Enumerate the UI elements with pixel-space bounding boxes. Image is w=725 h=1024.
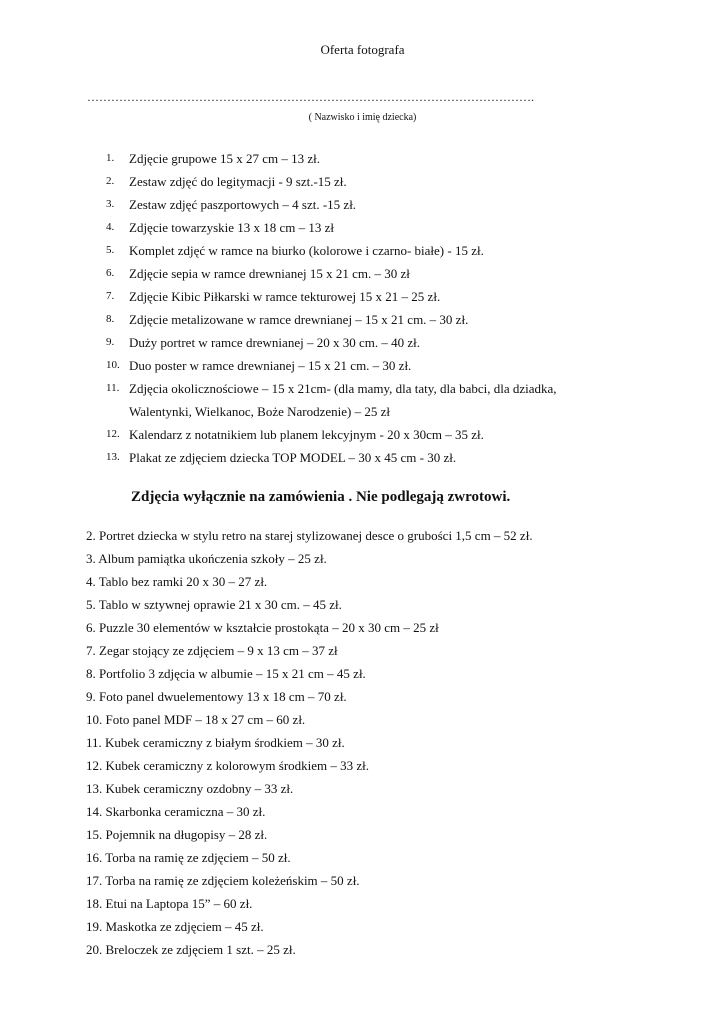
order-list-item: 12. Kubek ceramiczny z kolorowym środkiem – 33 zł. (86, 758, 370, 773)
list-item-text: Zdjęcie sepia w ramce drewnianej 15 x 21 cm. – 30 zł (129, 266, 410, 281)
order-list-item: 11. Kubek ceramiczny z białym środkiem – 30 zł. (86, 735, 345, 750)
order-list-item: 8. Portfolio 3 zdjęcia w albumie – 15 x 21 cm – 45 zł. (86, 666, 366, 681)
order-list-item: 4. Tablo bez ramki 20 x 30 – 27 zł. (86, 574, 268, 589)
name-fill-line: …………………………………………………………………………………………………. (87, 90, 534, 104)
order-list-item: 6. Puzzle 30 elementów w kształcie prostokąta – 20 x 30 cm – 25 zł (86, 620, 439, 635)
list-item-text: Kalendarz z notatnikiem lub planem lekcyjnym - 20 x 30cm – 35 zł. (129, 427, 484, 442)
list-item-text: Plakat ze zdjęciem dziecka TOP MODEL – 30 x 45 cm - 30 zł. (129, 450, 457, 465)
list-item-text: Zdjęcie Kibic Piłkarski w ramce tekturowej 15 x 21 – 25 zł. (129, 289, 441, 304)
list-item-text: Zdjęcia okolicznościowe – 15 x 21cm- (dla mamy, dla taty, dla babci, dla dziadka, (129, 381, 557, 396)
order-list-item: 18. Etui na Laptopa 15” – 60 zł. (86, 896, 253, 911)
list-item-number: 13. (106, 451, 120, 463)
order-only-list (86, 527, 533, 964)
list-item-text: Zestaw zdjęć paszportowych – 4 szt. -15 zł. (129, 197, 357, 212)
list-item-text: Zestaw zdjęć do legitymacji - 9 szt.-15 zł. (129, 174, 347, 189)
list-item-text: Duży portret w ramce drewnianej – 20 x 30 cm. – 40 zł. (129, 335, 420, 350)
list-item-number: 6. (106, 267, 115, 279)
order-list-item: 7. Zegar stojący ze zdjęciem – 9 x 13 cm – 37 zł (86, 643, 338, 658)
order-list-item: 10. Foto panel MDF – 18 x 27 cm – 60 zł. (86, 712, 306, 727)
order-list-item: 2. Portret dziecka w stylu retro na starej stylizowanej desce o grubości 1,5 cm – 52 zł. (86, 528, 533, 543)
list-item-text: Walentynki, Wielkanoc, Boże Narodzenie) – 25 zł (129, 404, 390, 419)
order-list-item: 15. Pojemnik na długopisy – 28 zł. (86, 827, 268, 842)
list-item-text: Zdjęcie towarzyskie 13 x 18 cm – 13 zł (129, 220, 335, 235)
list-item-number: 2. (106, 175, 115, 187)
list-item-number: 1. (106, 152, 115, 164)
list-item-number: 3. (106, 198, 115, 210)
list-item-text: Komplet zdjęć w ramce na biurko (kolorowe i czarno- białe) - 15 zł. (129, 243, 484, 258)
list-item-number: 7. (106, 290, 115, 302)
list-item-text: Duo poster w ramce drewnianej – 15 x 21 cm. – 30 zł. (129, 358, 412, 373)
order-list-item: 14. Skarbonka ceramiczna – 30 zł. (86, 804, 266, 819)
order-list-item: 5. Tablo w sztywnej oprawie 21 x 30 cm. – 45 zł. (86, 597, 342, 612)
order-list-item: 16. Torba na ramię ze zdjęciem – 50 zł. (86, 850, 291, 865)
order-list-item: 19. Maskotka ze zdjęciem – 45 zł. (86, 919, 264, 934)
order-list-item: 9. Foto panel dwuelementowy 13 x 18 cm – 70 zł. (86, 689, 347, 704)
list-item-number: 8. (106, 313, 115, 325)
document-title: Oferta fotografa (320, 42, 405, 57)
list-item-number: 4. (106, 221, 115, 233)
list-item-number: 9. (106, 336, 115, 348)
order-list-item: 3. Album pamiątka ukończenia szkoły – 25 zł. (86, 551, 327, 566)
list-item-number: 10. (106, 359, 120, 371)
order-note: Zdjęcia wyłącznie na zamówienia . Nie podlegają zwrotowi. (131, 489, 511, 505)
order-list-item: 20. Breloczek ze zdjęciem 1 szt. – 25 zł. (86, 942, 296, 957)
order-list-item: 17. Torba na ramię ze zdjęciem koleżeńskim – 50 zł. (86, 873, 360, 888)
list-item-text: Zdjęcie grupowe 15 x 27 cm – 13 zł. (129, 151, 320, 166)
name-fill-caption: ( Nazwisko i imię dziecka) (308, 112, 417, 123)
list-item-number: 11. (106, 382, 120, 394)
order-list-item: 13. Kubek ceramiczny ozdobny – 33 zł. (86, 781, 294, 796)
list-item-number: 12. (106, 428, 120, 440)
list-item-text: Zdjęcie metalizowane w ramce drewnianej – 15 x 21 cm. – 30 zł. (129, 312, 469, 327)
list-item-number: 5. (106, 244, 115, 256)
